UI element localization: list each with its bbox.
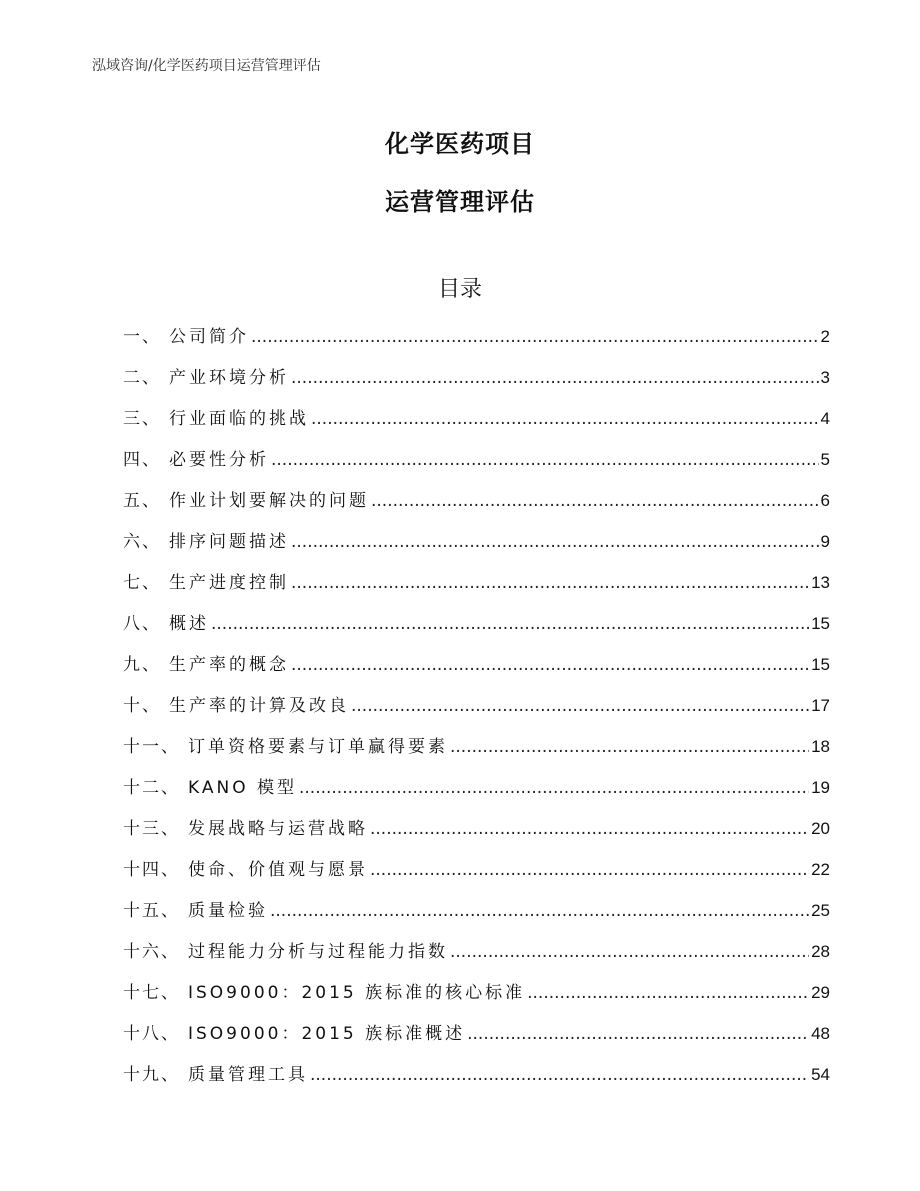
toc-entry[interactable] <box>123 404 830 445</box>
toc-entry-title: KANO 模型 <box>188 778 297 798</box>
toc-entry-page: 25 <box>811 901 830 920</box>
toc-entry-page: 22 <box>811 860 830 879</box>
toc-entry-number: 十三、 <box>123 819 180 839</box>
toc-entry[interactable] <box>123 650 830 691</box>
toc-leader-dots <box>311 409 819 429</box>
toc-entry-page: 15 <box>811 614 830 633</box>
toc-entry-page: 4 <box>820 409 830 428</box>
toc-entry-title: 过程能力分析与过程能力指数 <box>188 942 448 962</box>
toc-leader-dots <box>270 901 809 921</box>
toc-leader-dots <box>291 532 819 552</box>
toc-leader-dots <box>351 696 809 716</box>
toc-entry-page: 29 <box>811 983 830 1002</box>
toc-entry-title: 产业环境分析 <box>169 368 289 388</box>
toc-entry[interactable] <box>123 773 830 814</box>
toc-entry-title: 行业面临的挑战 <box>169 409 309 429</box>
toc-entry-number: 一、 <box>123 327 161 347</box>
toc-entry-page: 19 <box>811 778 830 797</box>
toc-entry-page: 9 <box>820 532 830 551</box>
toc-entry-number: 十六、 <box>123 942 180 962</box>
toc-entry[interactable] <box>123 855 830 896</box>
toc-entry-page: 15 <box>811 655 830 674</box>
toc-leader-dots <box>371 491 819 511</box>
toc-entry[interactable] <box>123 486 830 527</box>
toc-entry-number: 六、 <box>123 532 161 552</box>
toc-entry[interactable] <box>123 1019 830 1060</box>
toc-entry[interactable] <box>123 363 830 404</box>
table-of-contents <box>123 322 830 1101</box>
document-title: 化学医药项目 <box>385 130 535 158</box>
toc-entry[interactable] <box>123 445 830 486</box>
toc-entry-title: 质量管理工具 <box>188 1065 308 1085</box>
toc-entry-page: 5 <box>820 450 830 469</box>
toc-entry[interactable] <box>123 732 830 773</box>
toc-entry[interactable] <box>123 814 830 855</box>
toc-entry-page: 2 <box>820 327 830 346</box>
toc-entry-title: ISO9000：2015 族标准的核心标准 <box>188 983 526 1003</box>
toc-entry-title: 质量检验 <box>188 901 268 921</box>
toc-entry[interactable] <box>123 1060 830 1101</box>
toc-entry-title: 公司简介 <box>169 327 249 347</box>
toc-leader-dots <box>251 327 819 347</box>
toc-leader-dots <box>271 450 819 470</box>
toc-entry[interactable] <box>123 937 830 978</box>
toc-entry-title: ISO9000：2015 族标准概述 <box>188 1024 466 1044</box>
toc-entry-title: 生产率的计算及改良 <box>169 696 349 716</box>
toc-entry-page: 28 <box>811 942 830 961</box>
toc-entry[interactable] <box>123 322 830 363</box>
toc-entry-title: 生产进度控制 <box>169 573 289 593</box>
toc-entry-number: 十八、 <box>123 1024 180 1044</box>
toc-entry-page: 13 <box>811 573 830 592</box>
toc-entry-title: 必要性分析 <box>169 450 269 470</box>
toc-leader-dots <box>450 737 809 757</box>
toc-entry-page: 20 <box>811 819 830 838</box>
toc-entry-number: 四、 <box>123 450 161 470</box>
toc-entry[interactable] <box>123 691 830 732</box>
toc-leader-dots <box>291 368 819 388</box>
document-subtitle: 运营管理评估 <box>385 188 535 216</box>
toc-entry-title: 作业计划要解决的问题 <box>169 491 369 511</box>
toc-entry[interactable] <box>123 609 830 650</box>
toc-leader-dots <box>291 655 809 675</box>
toc-leader-dots <box>467 1024 809 1044</box>
toc-entry-number: 二、 <box>123 368 161 388</box>
toc-entry-page: 17 <box>811 696 830 715</box>
toc-entry-number: 八、 <box>123 614 161 634</box>
toc-entry-title: 发展战略与运营战略 <box>188 819 368 839</box>
toc-entry-number: 五、 <box>123 491 161 511</box>
toc-entry-page: 18 <box>811 737 830 756</box>
toc-entry-page: 6 <box>820 491 830 510</box>
toc-leader-dots <box>370 819 809 839</box>
page-header: 泓域咨询/化学医药项目运营管理评估 <box>92 58 321 74</box>
toc-entry-page: 48 <box>811 1024 830 1043</box>
toc-entry-title: 排序问题描述 <box>169 532 289 552</box>
toc-leader-dots <box>310 1065 809 1085</box>
toc-entry-number: 十、 <box>123 696 161 716</box>
toc-entry-number: 十四、 <box>123 860 180 880</box>
toc-leader-dots <box>370 860 809 880</box>
toc-leader-dots <box>527 983 809 1003</box>
toc-leader-dots <box>211 614 809 634</box>
toc-entry-number: 十七、 <box>123 983 180 1003</box>
toc-entry-number: 九、 <box>123 655 161 675</box>
toc-entry-title: 概述 <box>169 614 209 634</box>
toc-entry-page: 54 <box>811 1065 830 1084</box>
toc-leader-dots <box>450 942 809 962</box>
toc-entry-number: 十二、 <box>123 778 180 798</box>
toc-entry[interactable] <box>123 896 830 937</box>
toc-entry-title: 生产率的概念 <box>169 655 289 675</box>
toc-entry-number: 十一、 <box>123 737 180 757</box>
toc-entry-title: 使命、价值观与愿景 <box>188 860 368 880</box>
toc-entry[interactable] <box>123 527 830 568</box>
toc-entry[interactable] <box>123 978 830 1019</box>
toc-entry-number: 三、 <box>123 409 161 429</box>
toc-entry-page: 3 <box>820 368 830 387</box>
toc-entry[interactable] <box>123 568 830 609</box>
toc-heading: 目录 <box>437 277 482 302</box>
toc-entry-number: 七、 <box>123 573 161 593</box>
toc-entry-number: 十九、 <box>123 1065 180 1085</box>
toc-entry-title: 订单资格要素与订单赢得要素 <box>188 737 448 757</box>
toc-leader-dots <box>291 573 809 593</box>
toc-entry-number: 十五、 <box>123 901 180 921</box>
toc-leader-dots <box>299 778 809 798</box>
